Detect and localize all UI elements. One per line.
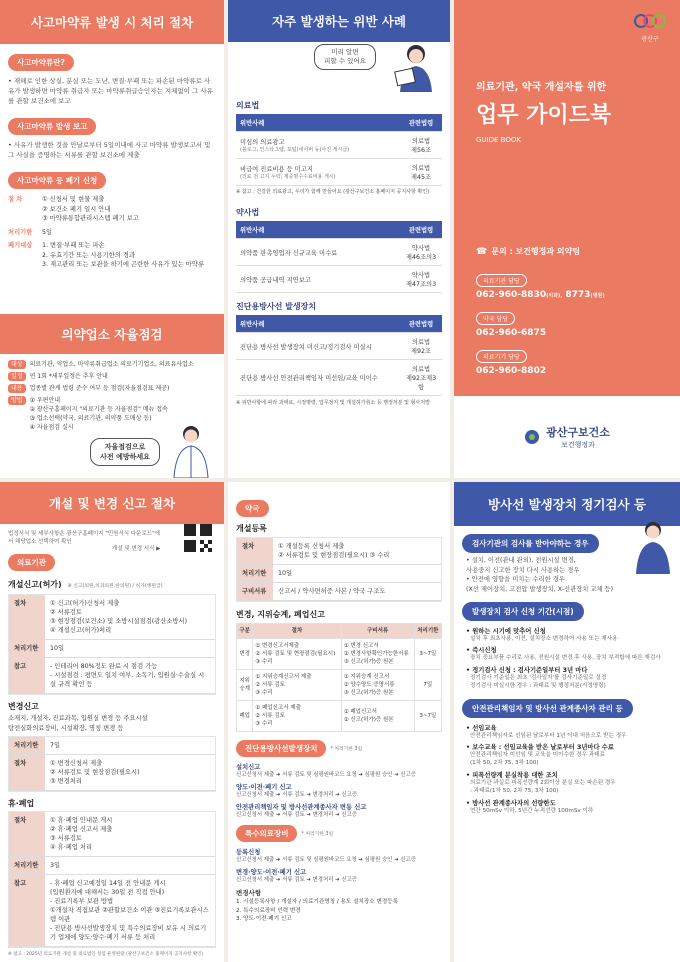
qr-caption: 개설 및 변경 서식 ▶ <box>112 546 161 552</box>
row-value: ① 개설등록 신청서 제출 ② 서류검토 및 현장점검(필요시) ③ 수리 <box>273 538 441 565</box>
grid-value: 5일 <box>42 228 53 236</box>
item-title: • 정기검사 신청 : 검사기준일부터 3년 마다 <box>466 666 588 674</box>
org-name: 광산구보건소 <box>546 426 610 439</box>
col-header: 구분 <box>237 624 253 639</box>
contact-list <box>476 262 666 376</box>
section-text: • 설치, 이전(관내 관외), 전원시설 변경, 사용중지 신고한 장치 다시 사용하는 경우 • 안전에 영향을 미치는 수리한 경우 (X선 제어장치, 고전압 발생장치, X-선관장치 교체 등) <box>466 557 614 593</box>
violation-name: 의약품 판촉영업자 신규교육 미수료 <box>240 249 338 257</box>
item-text: 정기검사 기준일은 최초 '검사일자'를 검사기준일로 설정 정기검사 미실시한 경우 : 과태료 및 행정처분(시정명령) <box>470 674 607 690</box>
speech-bubble: 자율점검으로 사전 예방하세요 <box>90 438 160 466</box>
item-value: 연 1회 *세부일정은 추후 안내 <box>29 373 108 380</box>
panel-opening <box>0 482 224 962</box>
panel-title: 방사선 발생장치 정기검사 등 <box>454 482 680 526</box>
qr-code-icon[interactable] <box>184 524 212 552</box>
phone-number: 062-960-8802 <box>476 366 547 376</box>
contact-item <box>476 344 666 376</box>
violation-table-med <box>236 114 442 186</box>
phone-sub: (병원) <box>590 293 605 299</box>
intro-text: 법정서식 및 세부사항은 광산구홈페이지 "민원서식 다운로드"에서 해당업소 선택하여 확인 <box>8 531 160 545</box>
section-pill: 진단용방사선발생장치 <box>236 740 326 757</box>
special-equipment-steps <box>228 847 450 884</box>
violation-cell <box>236 239 400 266</box>
row-value: ① 변경신청서 제출 ② 서류검토 및 현장점검(필요시) ③ 변경처리 <box>45 755 215 791</box>
row-key: 처리기한 <box>9 640 45 658</box>
violation-name: 미심의 의료광고 <box>240 139 285 146</box>
row-value: - 인테리어 80%정도 완료 시 점검 가능 - 시설점검 : 평면도 일치 여부, 소독기, 입원실·수술실 시설 규격 확인 등 <box>45 658 215 694</box>
section-title: 변경신고 <box>8 702 39 711</box>
law-cell: 약사법 제47조의3 <box>400 266 442 293</box>
cell: 7일 <box>414 670 441 701</box>
section-title: 변경, 지위승계, 폐업신고 <box>236 610 325 619</box>
row-key: 절차 <box>9 812 45 857</box>
grid-value: ① 신청서 및 현물 제출 ② 보건소 폐기 일시 안내 ③ 마약류통합관리시스템 폐기 보고 <box>42 196 139 222</box>
row-key: 절차 <box>9 755 45 791</box>
list-item <box>8 372 216 381</box>
item-title: • 선임교육 <box>466 724 497 732</box>
cell: ① 폐업신고서 제출 ② 서류 검토 ③ 수리 <box>253 701 341 732</box>
pharmacy-change-table <box>236 623 442 732</box>
item-key: 내용 <box>8 384 26 393</box>
col-header: 위반사례 <box>236 221 400 239</box>
panel-violations <box>228 0 450 478</box>
row-value: - 휴·폐업 신고예정일 14일 전 안내문 게시 (입원환자에 대해서는 30일 전 직접 안내) - 진료기록부 보관 방법 ①개설자 직접보관 ②관할보건소 이관 ③진료기록보관시스템 이관 - 진단용 방사선발생장치 및 특수의료장비 보유 시 의료기기 업체에 양도·양수·폐기 서류 등 처리 <box>45 875 215 947</box>
row-key: 절차 <box>9 595 45 640</box>
contact-label: 의료기관 담당 <box>476 274 527 287</box>
step-title: 안전관리책임자 및 방사선관계종사자 변동 신고 <box>236 804 367 811</box>
cover-panel <box>454 0 680 478</box>
col-header: 관련법령 <box>400 221 442 239</box>
table-row <box>9 595 215 640</box>
panel-title: 사고마약류 발생 시 처리 절차 <box>0 0 224 44</box>
section-pill: 안전관리책임자 및 방사선 관계종사자 관리 등 <box>462 699 633 718</box>
grid-row <box>8 195 216 224</box>
grid-key: 처리기한 <box>8 228 33 236</box>
safety-manager-list <box>454 721 680 815</box>
cover-eng: GUIDE BOOK <box>476 136 521 144</box>
law-title: 의료법 <box>236 101 260 110</box>
col-header: 관련법령 <box>400 315 442 333</box>
table-row <box>9 755 215 791</box>
violation-name: 진단용 방사선 발생장치 미신고/정기검사 미실시 <box>240 343 372 351</box>
contact-label: 약국 담당 <box>476 312 515 325</box>
table-row <box>236 333 442 360</box>
table-row <box>237 639 442 670</box>
doctor-illustration <box>166 422 216 478</box>
logo-text: 광산구 <box>641 36 659 43</box>
law-title: 약사법 <box>236 208 260 217</box>
violation-detail: (블로그, 인스타그램, 포털(네이버 등)사진 게시글) <box>240 147 350 153</box>
org-logo-icon <box>524 429 540 445</box>
disposal-grid <box>0 195 224 270</box>
application-period-list <box>454 624 680 691</box>
row-key: 구비서류 <box>237 583 273 601</box>
table-row <box>236 360 442 396</box>
phone-number: 062-960-6875 <box>476 328 547 338</box>
cell: 변경 <box>237 639 253 670</box>
section-pill: 특수의료장비 <box>236 825 297 842</box>
radiation-steps <box>228 762 450 819</box>
note: ※ 위반사항에 따라 과태료, 시정명령, 업무정지 및 개설허가취소 등 행정처분 및 형사처벌 <box>236 400 430 406</box>
violation-name: 의약품 공급내역 지연보고 <box>240 276 311 284</box>
change-table <box>9 737 215 791</box>
change-title: 변경사항 <box>236 889 262 897</box>
section-pill: 사고마약류란? <box>8 54 74 71</box>
item-text: 안전관리책임자로 선임된 날로부터 1년 이내 처음으로 받는 경우 <box>470 732 627 739</box>
cell: ① 변경 신고서 ② 변경사항확인가능한서류 ③ 신고(허가)증 원본 <box>341 639 414 670</box>
cell: 지위 승계 <box>237 670 253 701</box>
org-block <box>454 396 680 478</box>
step-title: 변경·양도·이전·폐기 신고 <box>236 869 307 876</box>
step-flow: 신고신청서 제출 ➜ 서류 검토 및 심평원바코드 요청 ➜ 심평원 승인 ➜ 신고증 <box>236 772 416 778</box>
phone-icon: ☎ <box>476 246 488 257</box>
contact-phone[interactable] <box>476 366 666 376</box>
row-value: 신고서 / 약사면허증 사본 / 약국 구조도 <box>273 583 441 601</box>
step-title: 양도·이전·폐기 신고 <box>236 784 292 791</box>
cell: ① 변경신고서제출 ② 서류 검토 및 현장점검(필요시) ③ 수리 <box>253 639 341 670</box>
contact-item <box>476 306 666 338</box>
speech-bubble: 미리 알면 피할 수 있어요 <box>314 44 376 70</box>
violation-cell <box>236 132 400 159</box>
item-value: ① 우편안내 ② 광산구홈페이지 "의료기관 등 자율점검" 메뉴 접속 ③ 업소선택(약국, 의료기관, 의약품 도매상 등) ④ 자율점검 실시 <box>29 397 168 431</box>
section-pill: 사고마약류 발생 보고 <box>8 118 96 135</box>
contact-label: 의료기기 담당 <box>476 350 527 363</box>
law-cell: 의료법 제56조 <box>400 132 442 159</box>
grid-value: 1. 변질·부패 또는 파손 2. 유효기간 또는 사용기한의 경과 3. 재고관리 또는 보관을 하기에 곤란한 사유가 있는 마약류 <box>42 242 204 268</box>
item-key: 일정 <box>8 372 26 381</box>
cover-subtitle: 의료기관, 약국 개설자를 위한 <box>476 82 607 93</box>
grid-key: 절 차 <box>8 196 23 203</box>
section-pill: 사고마약류 등 폐기 신청 <box>8 172 106 189</box>
phone-number: 8773 <box>562 290 591 300</box>
row-key: 처리기한 <box>9 857 45 875</box>
panel-self-check <box>0 314 224 478</box>
header-row <box>237 624 442 639</box>
law-cell: 의료법 제45조 <box>400 159 442 186</box>
item-title: • 피폭선량계 분실착용 대한 조치 <box>466 771 558 779</box>
row-key: 절차 <box>237 538 273 565</box>
row-key: 처리기한 <box>9 737 45 755</box>
note: ※ 참고 : 건강한 의료광고, 우리가 함께 만들어요 (광산구보건소 홈페이지 공지사항 확인) <box>236 189 430 195</box>
item-title: • 즉시신청 <box>466 647 497 655</box>
violation-detail: (진료 전 고지 누락, 제증명수수료비용 게시) <box>240 174 336 180</box>
section-pill: 발생장치 검사 신청 기간(시점) <box>462 602 584 621</box>
step-flow: 신고신청서 제출 ➜ 서류 검토 ➜ 변경처리 ➜ 신고증 <box>236 812 357 818</box>
cell: 3~7일 <box>414 639 441 670</box>
law-title: 진단용방사선 발생장치 <box>236 302 317 311</box>
step-title: 설치신고 <box>236 764 261 771</box>
table-row <box>236 239 442 266</box>
table-row <box>9 640 215 658</box>
pharmacy-register-table <box>237 538 441 601</box>
list-item <box>8 384 216 393</box>
deadline-note: * 처리기한 3일 <box>301 832 334 837</box>
row-value: 10일 <box>45 640 215 658</box>
violation-cell <box>236 159 400 186</box>
person-illustration <box>388 40 444 92</box>
row-value: 7일 <box>45 737 215 755</box>
cell: ① 폐업신고서 ② 신고(허가)증 원본 <box>341 701 414 732</box>
grid-row <box>8 228 216 238</box>
panel-title: 의약업소 자율점검 <box>0 314 224 354</box>
closure-table <box>9 812 215 947</box>
section-text: • 사유가 발생한 것을 안날로부터 5일이내에 사고 마약류 발생보고서 및 그 사실을 증명하는 서류를 관할 보건소에 제출 <box>8 141 211 159</box>
row-key: 처리기한 <box>237 565 273 583</box>
table-row <box>9 875 215 947</box>
item-text: 장치 중요부품 수리로 사용, 전원시설 변경 후 사용, 장치 부적합에 따른 재검사 <box>470 655 661 662</box>
logo-icon <box>634 12 666 30</box>
table-row <box>237 583 441 601</box>
contact-item <box>476 268 666 300</box>
law-cell: 의료법 제92조 <box>400 333 442 360</box>
step-title: 등록신청 <box>236 849 261 856</box>
cell: ① 지위승계 신고서 ② 양수양도 증명서류 ③ 신고(허가)증 원본 <box>341 670 414 701</box>
footnote: ※ 참고 : 2025년 의료기관 개설 및 의료법인 설립 운영편람 (광산구보건소 홈페이지 공지사항 확인) <box>8 952 204 957</box>
inquiry: 문의 : 보건행정과 의약팀 <box>491 247 581 256</box>
table-row <box>237 565 441 583</box>
section-title: 휴·폐업 <box>8 799 35 808</box>
panel-pharmacy <box>228 482 450 962</box>
table-row <box>237 538 441 565</box>
row-key: 참고 <box>9 875 45 947</box>
violation-cell <box>236 266 400 293</box>
step-flow: 신고신청서 제출 ➜ 서류 검토 ➜ 변경처리 ➜ 신고증 <box>236 877 357 883</box>
item-text: 설치 후 최초사용, 이전, 설치장소 변경하여 사용 또는 재사용 <box>470 636 618 642</box>
table-row <box>9 857 215 875</box>
row-value: ① 휴·폐업 안내문 게시 ② 휴·폐업 신고서 제출 ③ 서류검토 ④ 휴·폐업 처리 <box>45 812 215 857</box>
violation-cell <box>236 333 400 360</box>
item-text: 안전관리책임자 미선임 및 교육을 미이수한 경우 과태료 (1차 50, 2차 75, 3차 100) <box>470 752 605 767</box>
cell: ① 지위승계신고서 제출 ② 서류 검토 ③ 수리 <box>253 670 341 701</box>
item-title: • 방사선 관계종사자의 선량한도 <box>466 799 556 807</box>
table-row <box>9 737 215 755</box>
contact-phone[interactable] <box>476 328 666 338</box>
step-flow: 신고신청서 제출 ➜ 서류 검토 ➜ 변경처리 ➜ 신고증 <box>236 792 357 798</box>
section-title: 개설등록 <box>236 524 267 533</box>
grid-key: 폐기대상 <box>8 242 33 249</box>
org-dept: 보건행정과 <box>561 441 595 449</box>
row-value: 3일 <box>45 857 215 875</box>
panel-title: 자주 발생하는 위반 사례 <box>228 0 450 42</box>
opening-table <box>9 595 215 694</box>
section-text: 소재지, 개설자, 진료과목, 입원실 변경 등 주요시설 탕전실화의료장비, 시설확장, 명칭 변경 등 <box>8 715 148 732</box>
phone-number: 062-960-8830 <box>476 290 547 300</box>
phone-sub: (치과), <box>546 293 563 299</box>
table-row <box>9 658 215 694</box>
table-row <box>237 701 442 732</box>
col-header: 위반사례 <box>236 315 400 333</box>
violation-table-pharm <box>236 221 442 293</box>
deadline-note: * 처리기한 3일 <box>330 747 363 752</box>
list-item <box>8 360 216 369</box>
contact-phone[interactable] <box>476 290 666 300</box>
step-flow: 신고신청서 제출 ➜ 서류 검토 및 심평원바코드 요청 ➜ 심평원 승인 ➜ 신고증 <box>236 857 416 863</box>
section-pill: 약국 <box>236 500 269 517</box>
section-title: 개설신고(허가) <box>8 580 62 589</box>
worker-illustration <box>630 518 676 574</box>
row-value: ① 신고(허가)신청서 제출 ② 서류검토 ③ 현장점검(보건소) 및 소방시설점검(광산소방서) ④ 개설신고(허가)처리 <box>45 595 215 640</box>
law-cell: 의료법 제92조제3항 <box>400 360 442 396</box>
item-key: 대상 <box>8 360 26 369</box>
col-header: 절차 <box>253 624 341 639</box>
item-title: • 보수교육 : 선임교육을 받은 날로부터 3년마다 수료 <box>466 744 614 752</box>
section-pill: 검사기관의 검사를 받아야하는 경우 <box>462 534 599 553</box>
panel-title: 개설 및 변경 신고 절차 <box>0 482 224 524</box>
cell: 폐업 <box>237 701 253 732</box>
section-text: • 재해로 인한 상실, 분실 또는 도난, 변질·부패 또는 파손된 마약류로 사유가 발생하면 마약류 취급자 또는 마약류취급승인자는 지체없이 그 사유를 관할 보건소에 보고 <box>8 77 213 105</box>
self-check-list <box>0 354 224 432</box>
violation-name: 진단용 방사선 안전관리책임자 미선임/교육 미이수 <box>240 375 378 382</box>
col-header: 구비서류 <box>341 624 414 639</box>
table-row <box>237 670 442 701</box>
section-pill: 의료기관 <box>8 554 55 571</box>
row-value: 10일 <box>273 565 441 583</box>
change-text: 1. 시설등록사항 / 개설자 / 의료기관명칭 / 용도 설치장소 변경등록 2. 특수의료장비 인력 변경 3. 양도·이전·폐기 신고 <box>236 899 399 922</box>
violation-name: 비급여 진료비용 등 미고지 <box>240 166 313 173</box>
violation-table-rad <box>236 315 442 396</box>
table-row <box>236 266 442 293</box>
table-row <box>236 132 442 159</box>
item-text: 의료기관 과실로 피폭선량계 2회이상 분실 또는 파손된 경우 : 과태료(1차 50, 2차 75, 3차 100) <box>470 779 616 795</box>
col-header: 처리기한 <box>414 624 441 639</box>
item-key: 방법 <box>8 396 26 405</box>
row-key: 참고 <box>9 658 45 694</box>
item-title: • 원하는 시기에 맞추어 신청 <box>466 628 546 635</box>
col-header: 관련법령 <box>400 114 442 132</box>
item-value: 의료기관, 약업소, 마약류취급업소 의료기기업소, 의료유사업소 <box>29 361 194 368</box>
item-text: 연간 50mSv 이하, 5년간 누적선량 100mSv 이하 <box>470 807 594 814</box>
table-row <box>236 159 442 186</box>
violation-cell <box>236 360 400 396</box>
law-cell: 약사법 제46조의3 <box>400 239 442 266</box>
grid-row <box>8 241 216 270</box>
col-header: 위반사례 <box>236 114 400 132</box>
cell: 3~7일 <box>414 701 441 732</box>
cover-title: 업무 가이드북 <box>476 103 612 128</box>
section-note: ※ 신고(의원,치과의원,한의원) / 허가(병원급) <box>67 584 163 589</box>
table-row <box>9 812 215 857</box>
panel-radiation-inspection <box>454 482 680 962</box>
item-value: 업종별 관계 법령 준수 여부 등 점검(자율점검표 제공) <box>29 385 170 392</box>
logo <box>634 12 666 43</box>
